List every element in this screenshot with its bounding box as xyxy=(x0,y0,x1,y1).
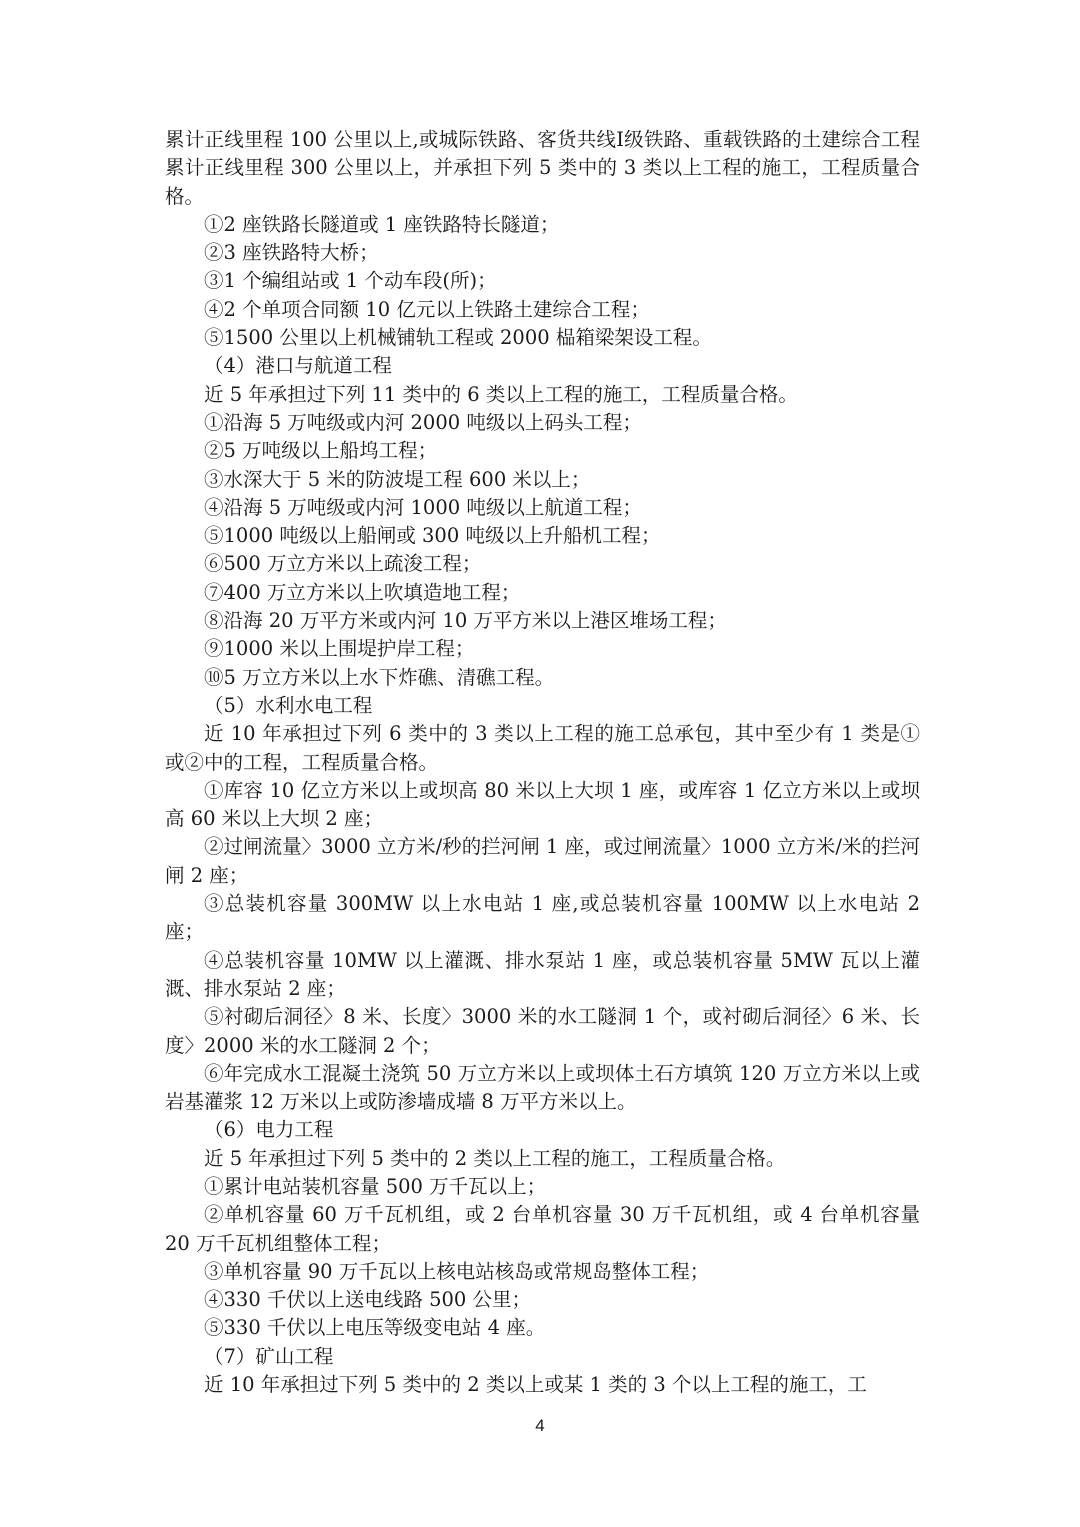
paragraph: ③水深大于 5 米的防波堤工程 600 米以上； xyxy=(204,467,591,491)
paragraph: ⑤1500 公里以上机械铺轨工程或 2000 榀箱梁架设工程。 xyxy=(204,326,712,350)
paragraph: ②单机容量 60 万千瓦机组，或 2 台单机容量 30 万千瓦机组，或 4 台单机容量 20 万千瓦机组整体工程； xyxy=(165,1203,920,1255)
paragraph: ④2 个单项合同额 10 亿元以上铁路土建综合工程； xyxy=(204,297,650,321)
paragraph: 近 5 年承担过下列 11 类中的 6 类以上工程的施工，工程质量合格。 xyxy=(204,382,798,406)
paragraph: ⑤1000 吨级以上船闸或 300 吨级以上升船机工程； xyxy=(204,524,661,548)
paragraph: ①累计电站装机容量 500 万千瓦以上； xyxy=(204,1174,547,1198)
paragraph: （6）电力工程 xyxy=(204,1118,334,1142)
paragraph: （7）矿山工程 xyxy=(204,1344,334,1368)
paragraph: ⑧沿海 20 万平方米或内河 10 万平方米以上港区堆场工程； xyxy=(204,609,727,633)
paragraph: （5）水利水电工程 xyxy=(204,693,373,717)
paragraph: ⑨1000 米以上围堤护岸工程； xyxy=(204,637,475,661)
paragraph: ③1 个编组站或 1 个动车段(所)； xyxy=(204,269,497,293)
paragraph: ①库容 10 亿立方米以上或坝高 80 米以上大坝 1 座，或库容 1 亿立方米以上或坝高 60 米以上大坝 2 座； xyxy=(165,778,920,831)
paragraph: 近 10 年承担过下列 5 类中的 2 类以上或某 1 类的 3 个以上工程的施工，工 xyxy=(204,1373,867,1397)
paragraph: ④沿海 5 万吨级或内河 1000 吨级以上航道工程； xyxy=(204,495,642,519)
paragraph: ⑩5 万立方米以上水下炸礁、清礁工程。 xyxy=(204,665,555,689)
paragraph: 近 10 年承担过下列 6 类中的 3 类以上工程的施工总承包，其中至少有 1 类是①或②中的工程，工程质量合格。 xyxy=(165,722,920,774)
paragraph: ④总装机容量 10MW 以上灌溉、排水泵站 1 座，或总装机容量 5MW 瓦以上灌溉、排水泵站 2 座； xyxy=(165,948,920,1000)
paragraph: ③总装机容量 300MW 以上水电站 1 座,或总装机容量 100MW 以上水电站 2 座； xyxy=(165,892,920,944)
paragraph: ⑥年完成水工混凝土浇筑 50 万立方米以上或坝体土石方填筑 120 万立方米以上或岩基灌浆 12 万米以上或防渗墙成墙 8 万平方米以上。 xyxy=(165,1061,920,1114)
paragraph: ⑥500 万立方米以上疏浚工程； xyxy=(204,552,482,576)
paragraph: ②过闸流量〉3000 立方米/秒的拦河闸 1 座，或过闸流量〉1000 立方米/米的拦河闸 2 座； xyxy=(165,835,920,887)
paragraph: ④330 千伏以上送电线路 500 公里； xyxy=(204,1288,532,1312)
paragraph: （4）港口与航道工程 xyxy=(204,354,392,378)
paragraph: 累计正线里程 100 公里以上,或城际铁路、客货共线Ⅰ级铁路、重载铁路的土建综合工程累计正线里程 300 公里以上，并承担下列 5 类中的 3 类以上工程的施工，工程质量合格。 xyxy=(165,128,920,208)
paragraph: 近 5 年承担过下列 5 类中的 2 类以上工程的施工，工程质量合格。 xyxy=(204,1146,786,1170)
paragraph: ③单机容量 90 万千瓦以上核电站核岛或常规岛整体工程； xyxy=(204,1259,710,1283)
paragraph: ①2 座铁路长隧道或 1 座铁路特长隧道； xyxy=(204,212,560,236)
paragraph: ⑤衬砌后洞径〉8 米、长度〉3000 米的水工隧洞 1 个，或衬砌后洞径〉6 米、长度〉2000 米的水工隧洞 2 个； xyxy=(165,1005,920,1057)
paragraph: ②3 座铁路特大桥； xyxy=(204,241,379,265)
paragraph: ⑦400 万立方米以上吹填造地工程； xyxy=(204,580,521,604)
document-body xyxy=(165,126,920,1399)
page-number: 4 xyxy=(535,1416,545,1435)
paragraph: ①沿海 5 万吨级或内河 2000 吨级以上码头工程； xyxy=(204,410,642,434)
paragraph: ⑤330 千伏以上电压等级变电站 4 座。 xyxy=(204,1316,546,1340)
paragraph: ②5 万吨级以上船坞工程； xyxy=(204,439,438,463)
